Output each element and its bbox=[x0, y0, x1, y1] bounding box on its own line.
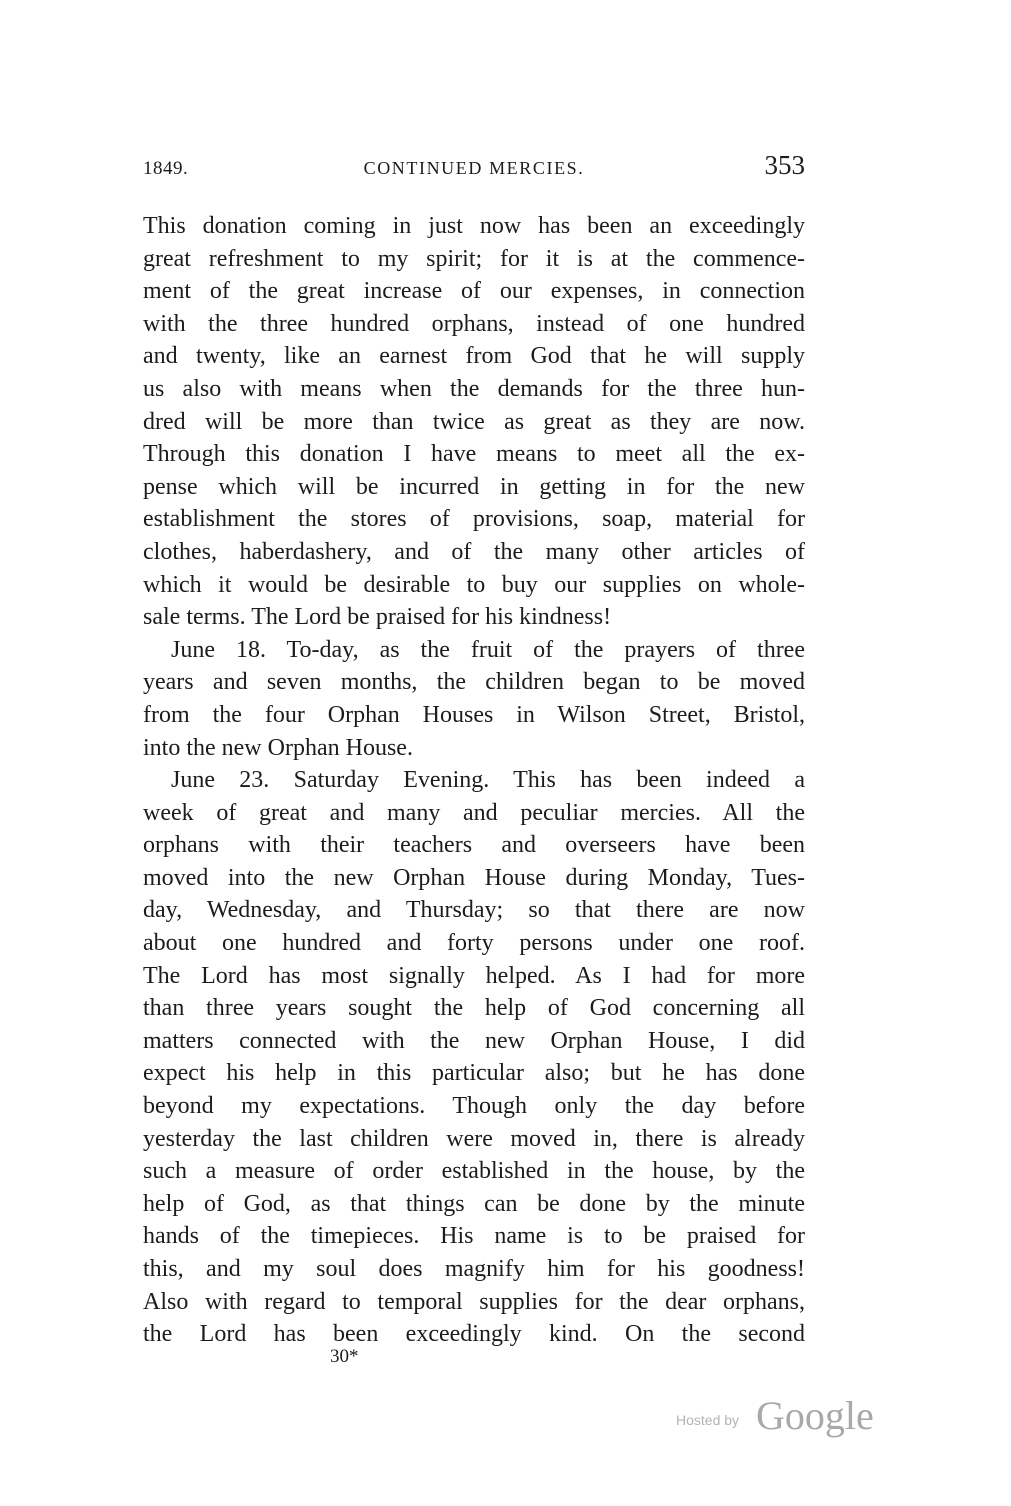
text-line: years and seven months, the children began to be moved bbox=[143, 669, 805, 696]
text-line: into the new Orphan House. bbox=[143, 734, 413, 761]
running-head bbox=[143, 150, 805, 184]
text-line: sale terms. The Lord be praised for his kindness! bbox=[143, 604, 612, 631]
text-line: the Lord has been exceedingly kind. On the second bbox=[143, 1321, 805, 1348]
text-line: which it would be desirable to buy our supplies on whole- bbox=[143, 571, 805, 598]
header-title: CONTINUED MERCIES. bbox=[363, 158, 585, 178]
text-line: week of great and many and peculiar mercies. All the bbox=[143, 799, 805, 826]
text-line: ment of the great increase of our expenses, in connection bbox=[143, 278, 805, 305]
text-line: than three years sought the help of God concerning all bbox=[143, 995, 805, 1022]
body-text bbox=[143, 210, 805, 1351]
text-line: and twenty, like an earnest from God that he will supply bbox=[143, 343, 805, 370]
text-line: such a measure of order established in the house, by the bbox=[143, 1158, 805, 1185]
text-line: June 18. To-day, as the fruit of the prayers of three bbox=[171, 636, 805, 663]
text-line: help of God, as that things can be done by the minute bbox=[143, 1190, 805, 1217]
text-line: day, Wednesday, and Thursday; so that there are now bbox=[143, 897, 805, 924]
text-line: great refreshment to my spirit; for it is at the commence- bbox=[143, 245, 805, 272]
text-line: Also with regard to temporal supplies for the dear orphans, bbox=[143, 1288, 805, 1315]
text-line: this, and my soul does magnify him for his goodness! bbox=[143, 1256, 805, 1282]
text-line: The Lord has most signally helped. As I had for more bbox=[143, 962, 805, 989]
text-line: Through this donation I have means to meet all the ex- bbox=[143, 441, 805, 468]
text-line: establishment the stores of provisions, soap, material for bbox=[143, 506, 805, 533]
text-line: moved into the new Orphan House during Monday, Tues- bbox=[143, 864, 805, 891]
text-line: hands of the timepieces. His name is to be praised for bbox=[143, 1223, 805, 1250]
text-line: us also with means when the demands for the three hun- bbox=[143, 375, 805, 402]
text-line: from the four Orphan Houses in Wilson Street, Bristol, bbox=[143, 701, 805, 728]
text-line: dred will be more than twice as great as they are now. bbox=[143, 408, 805, 435]
text-line: clothes, haberdashery, and of the many other articles of bbox=[143, 538, 805, 565]
text-line: expect his help in this particular also; but he has done bbox=[143, 1060, 805, 1087]
text-line: matters connected with the new Orphan House, I did bbox=[143, 1027, 805, 1054]
google-watermark bbox=[676, 1392, 881, 1442]
text-line: beyond my expectations. Though only the day before bbox=[143, 1093, 805, 1120]
text-line: This donation coming in just now has been an exceedingly bbox=[143, 213, 805, 239]
text-line: with the three hundred orphans, instead of one hundred bbox=[143, 310, 805, 337]
hosted-by-label: Hosted by bbox=[676, 1412, 740, 1428]
text-line: about one hundred and forty persons under one roof. bbox=[143, 930, 805, 957]
text-line: orphans with their teachers and overseers have been bbox=[143, 832, 805, 859]
text-line: pense which will be incurred in getting in for the new bbox=[143, 473, 805, 500]
page-number: 353 bbox=[764, 150, 805, 180]
text-line: June 23. Saturday Evening. This has been indeed a bbox=[171, 767, 805, 794]
header-year: 1849. bbox=[143, 158, 189, 179]
signature-mark: 30* bbox=[330, 1346, 359, 1367]
google-logo: Google bbox=[756, 1393, 874, 1438]
text-line: yesterday the last children were moved in, there is already bbox=[143, 1125, 805, 1152]
